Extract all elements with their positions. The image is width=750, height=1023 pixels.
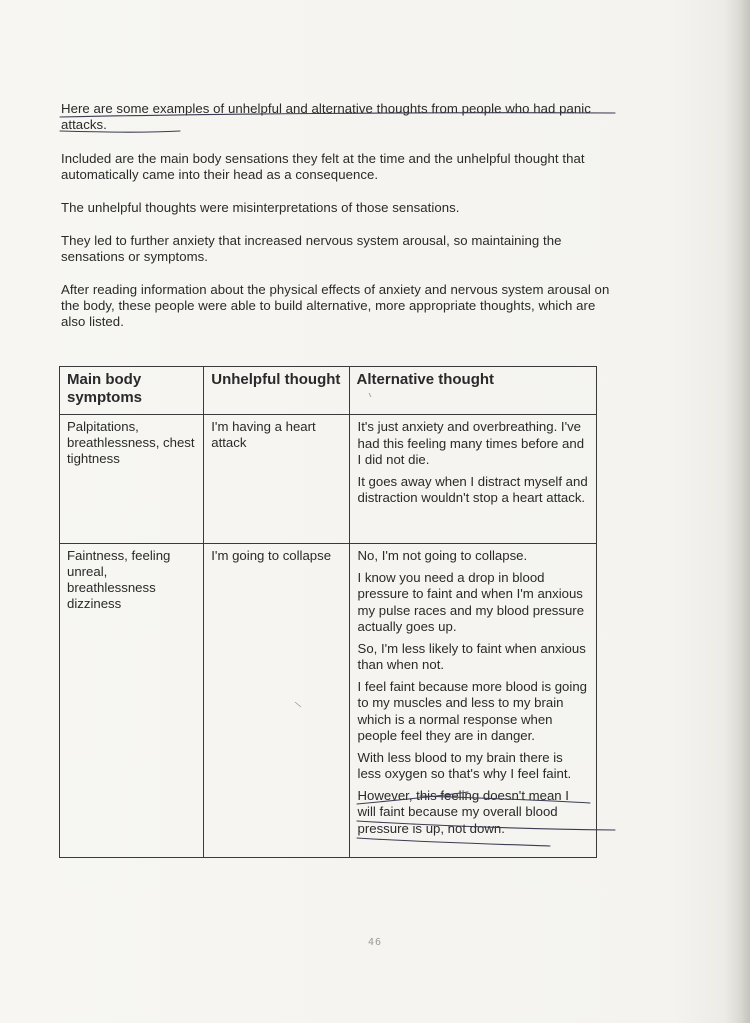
- column-header: Alternative thought: [349, 367, 596, 415]
- table-cell: Faintness, feeling unreal, breathlessness dizziness: [60, 544, 204, 858]
- table-cell: Palpitations, breathlessness, chest tightness: [60, 415, 204, 544]
- table-cell: I'm going to collapse: [204, 544, 349, 858]
- intro-paragraph: Here are some examples of unhelpful and alternative thoughts from people who had panic attacks.: [61, 101, 591, 132]
- alternative-thought: I know you need a drop in blood pressure to faint and when I'm anxious my pulse races and my blood pressure actually goes up.: [357, 569, 585, 634]
- intro-paragraph: Included are the main body sensations they felt at the time and the unhelpful thought that automatically came into their head as a consequence.: [61, 151, 585, 182]
- table-row: [60, 415, 597, 544]
- column-header: Main body symptoms: [60, 367, 204, 415]
- page-edge-shadow: [724, 0, 750, 1023]
- intro-paragraph: They led to further anxiety that increased nervous system arousal, so maintaining the sensations or symptoms.: [61, 233, 562, 264]
- table-row: [60, 544, 597, 858]
- alternative-thought: However, this feeling doesn't mean I will faint because my overall blood pressure is up, not down.: [357, 787, 569, 836]
- alternative-thought: It's just anxiety and overbreathing. I've had this feeling many times before and I did not die.: [357, 419, 585, 467]
- alternative-thought: No, I'm not going to collapse.: [357, 548, 528, 563]
- intro-paragraph: The unhelpful thoughts were misinterpretations of those sensations.: [61, 200, 460, 215]
- intro-paragraph: After reading information about the physical effects of anxiety and nervous system arousal on the body, these people were able to build alternative, more appropriate thoughts, which are also listed.: [61, 282, 610, 329]
- alternative-thought: I feel faint because more blood is going to my muscles and less to my brain which is a normal response when people feel they are in danger.: [357, 678, 587, 743]
- table-header-row: [60, 367, 597, 415]
- alternative-thought: With less blood to my brain there is less oxygen so that's why I feel faint.: [357, 749, 572, 781]
- alternative-thought: So, I'm less likely to faint when anxious than when not.: [357, 640, 586, 672]
- table-cell: [349, 415, 596, 544]
- table-cell: [349, 544, 596, 858]
- thoughts-table: [59, 366, 597, 858]
- column-header: Unhelpful thought: [204, 367, 349, 415]
- page-number: 46: [367, 937, 383, 948]
- alternative-thought: It goes away when I distract myself and distraction wouldn't stop a heart attack.: [357, 473, 588, 505]
- table-cell: I'm having a heart attack: [204, 415, 349, 544]
